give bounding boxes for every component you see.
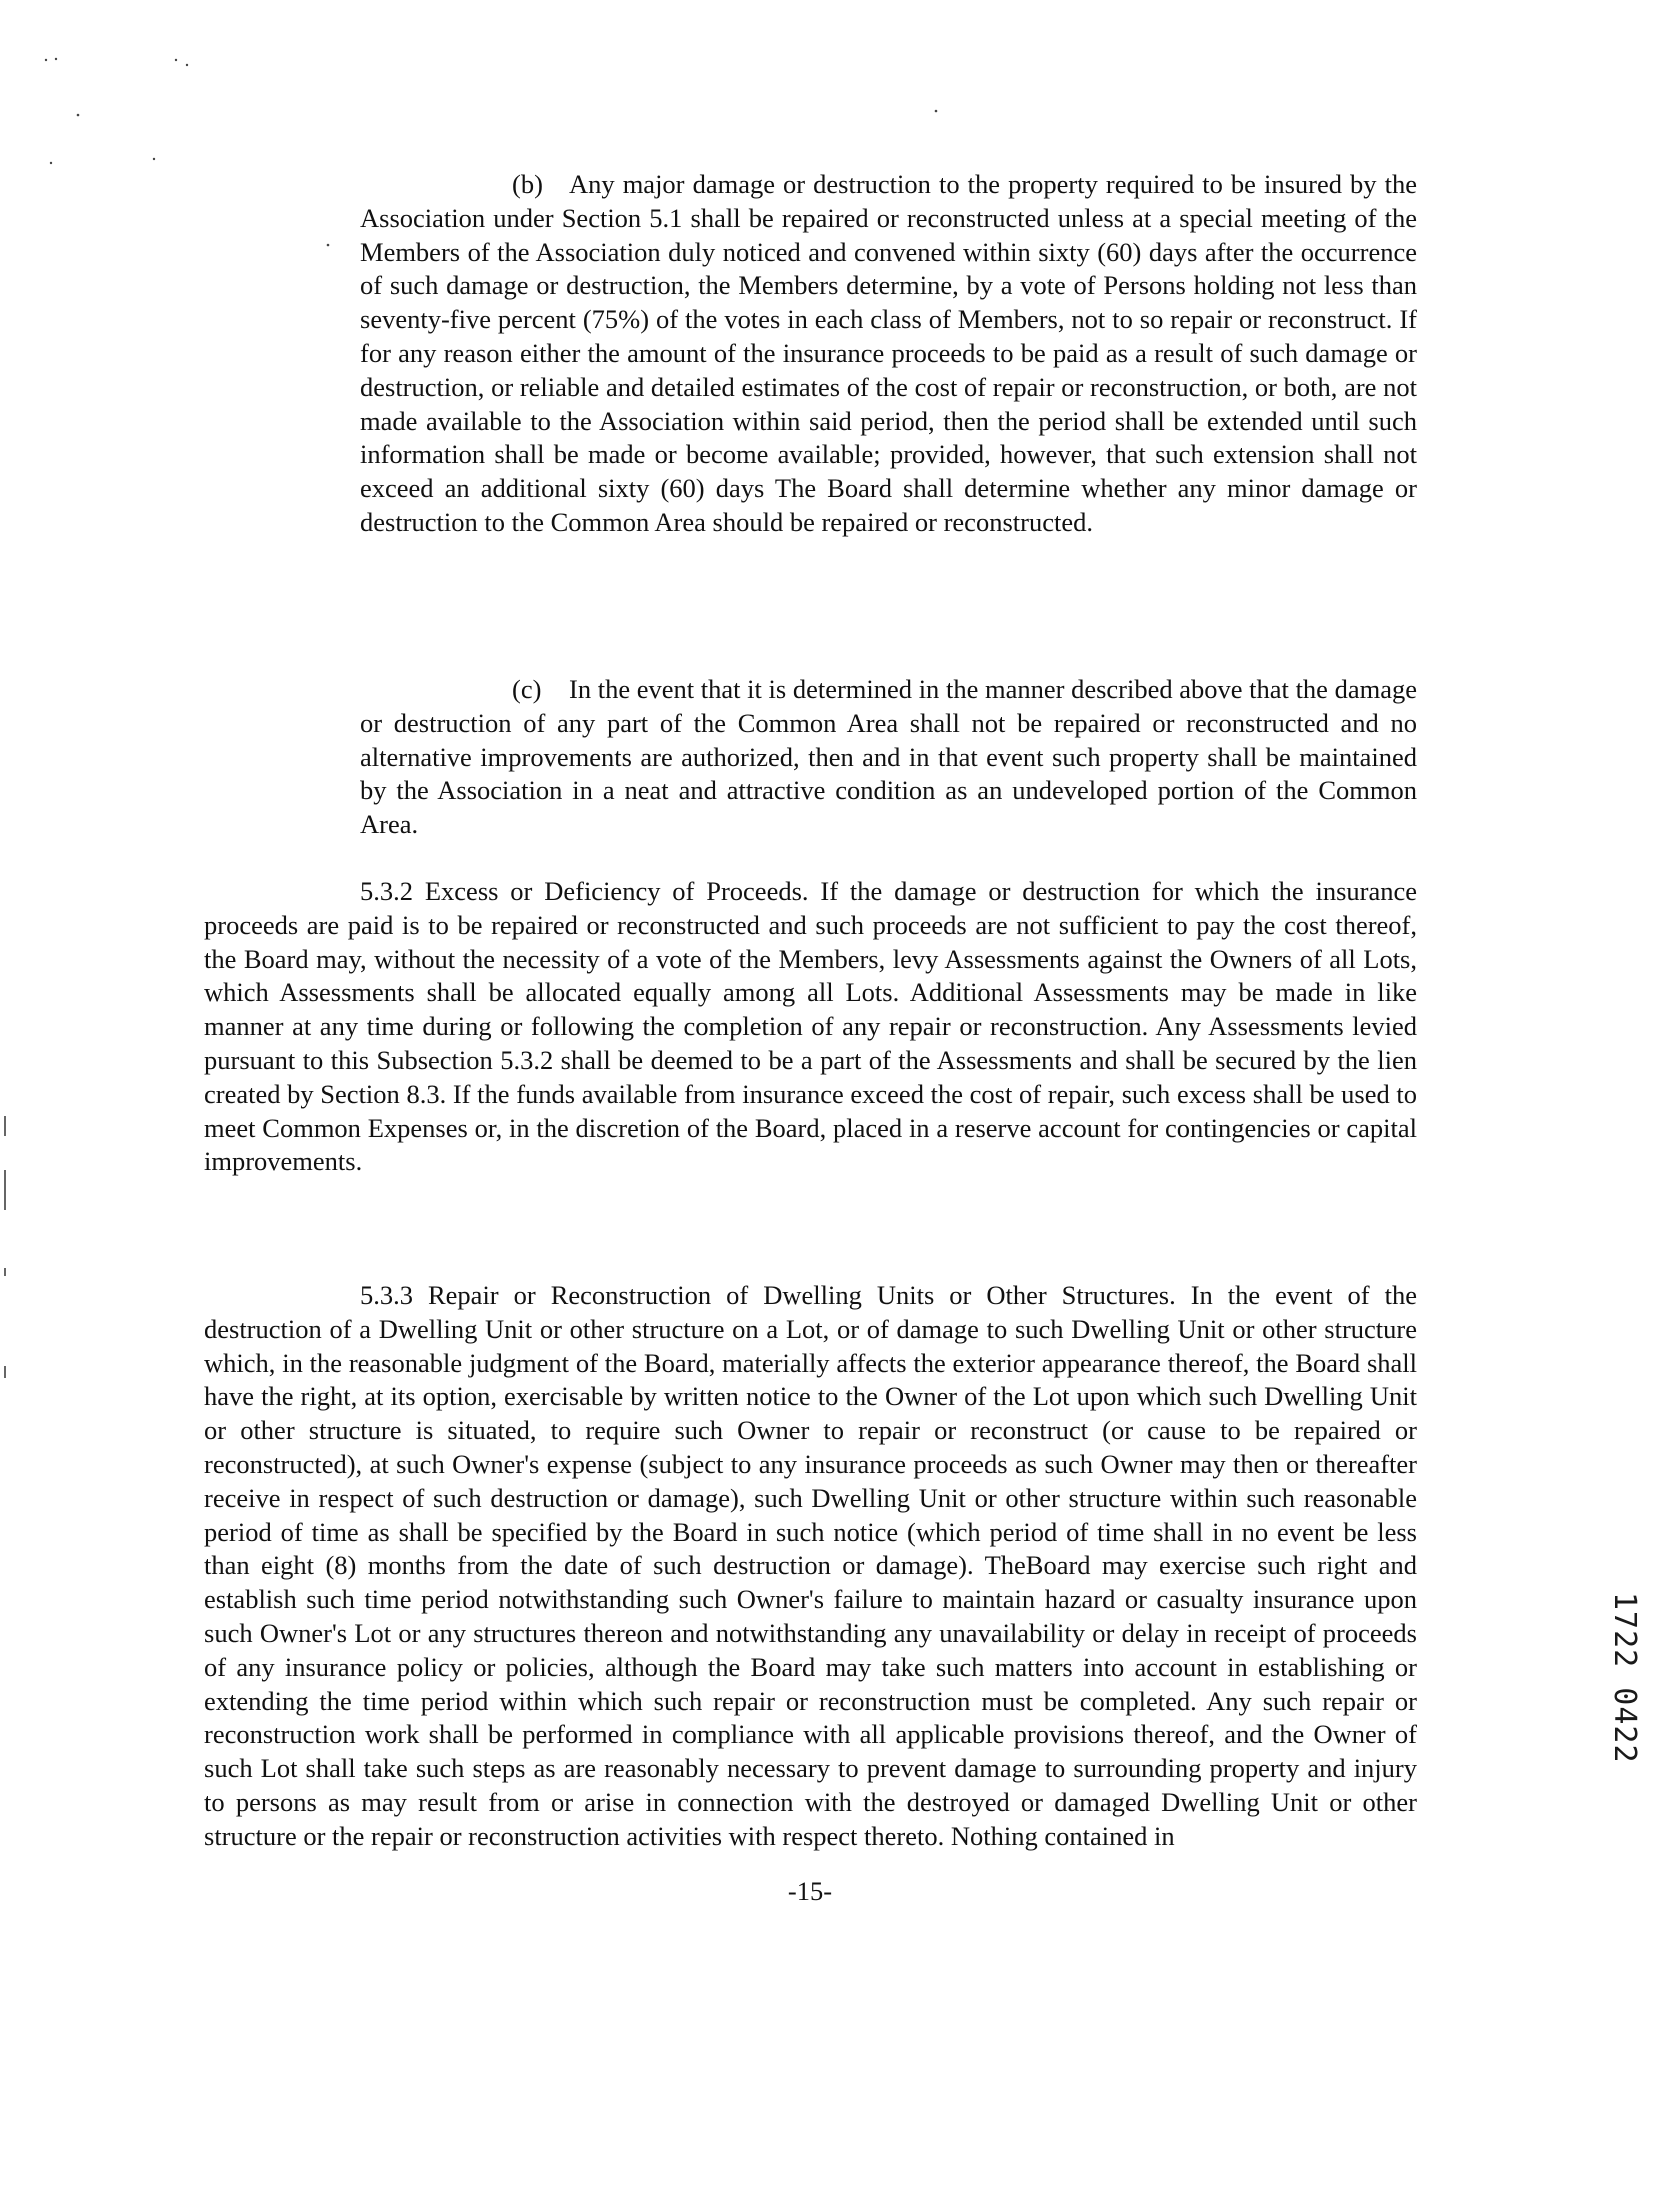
speck <box>186 64 188 66</box>
speck <box>153 158 155 160</box>
speck <box>935 110 938 113</box>
paragraph-5-3-2 <box>204 875 1417 1179</box>
paragraph-label: (c) <box>512 674 542 704</box>
paragraph-text: 5.3.3 Repair or Reconstruction of Dwelling Units or Other Structures. In the event of the destruction of a Dwelling Unit or other structure on a Lot, or of damage to such Dwelling Unit or other structure which, in the reasonable judgment of the Board, materially affects the exterior appearance thereof, the Board shall have the right, at its option, exercisable by written notice to the Owner of the Lot upon which such Dwelling Unit or other structure is situated, to require such Owner to repair or reconstruct (or cause to be repaired or reconstructed), at such Owner's expense (subject to any insurance proceeds as such Owner may then or thereafter receive in respect of such destruction or damage), such Dwelling Unit or other structure within such reasonable period of time as shall be specified by the Board in such notice (which period of time shall in no event be less than eight (8) months from the date of such destruction or damage). TheBoard may exercise such right and establish such time period notwithstanding such Owner's failure to maintain hazard or casualty insurance upon such Owner's Lot or any structures thereon and notwithstanding any unavailability or delay in receipt of proceeds of any insurance policy or policies, although the Board may take such matters into account in establishing or extending the time period within which such repair or reconstruction must be completed. Any such repair or reconstruction work shall be performed in compliance with all applicable provisions thereof, and the Owner of such Lot shall take such steps as are reasonably necessary to prevent damage to surrounding property and injury to persons as may result from or arise in connection with the destroyed or damaged Dwelling Unit or other structure or the repair or reconstruction activities with respect thereto. Nothing contained in <box>204 1280 1417 1851</box>
speck <box>327 244 330 247</box>
paragraph-5-3-3 <box>204 1279 1417 1854</box>
recording-number-stamp: 1722 0422 <box>1607 1592 1642 1764</box>
edge-mark <box>4 1366 6 1378</box>
paragraph-text: 5.3.2 Excess or Deficiency of Proceeds. If the damage or destruction for which the insurance proceeds are paid is to be repaired or reconstructed and such proceeds are not sufficient to pay the cost thereof, the Board may, without the necessity of a vote of the Members, levy Assessments against the Owners of all Lots, which Assessments shall be allocated equally among all Lots. Additional Assessments may be made in like manner at any time during or following the completion of any repair or reconstruction. Any Assessments levied pursuant to this Subsection 5.3.2 shall be deemed to be a part of the Assessments and shall be secured by the lien created by Section 8.3. If the funds available from insurance exceed the cost of repair, such excess shall be used to meet Common Expenses or, in the discretion of the Board, placed in a reserve account for contingencies or capital improvements. <box>204 876 1417 1177</box>
edge-mark <box>4 1268 6 1276</box>
page-number: -15- <box>787 1876 833 1906</box>
speck <box>50 162 52 164</box>
speck <box>175 59 177 61</box>
paragraph-b <box>360 168 1417 540</box>
paragraph-label: (b) <box>512 169 543 199</box>
edge-mark <box>4 1170 6 1210</box>
paragraph-text: In the event that it is determined in the manner described above that the damage or destruction of any part of the Common Area shall not be repaired or reconstructed and no alternative improvements are authorized, then and in that event such property shall be maintained by the Association in a neat and attractive condition as an undeveloped portion of the Common Area. <box>360 674 1417 840</box>
speck <box>45 59 47 61</box>
paragraph-text: Any major damage or destruction to the property required to be insured by the Association under Section 5.1 shall be repaired or reconstructed unless at a special meeting of the Members of the Association duly noticed and convened within sixty (60) days after the occurrence of such damage or destruction, the Members determine, by a vote of Persons holding not less than seventy-five percent (75%) of the votes in each class of Members, not to so repair or reconstruct. If for any reason either the amount of the insurance proceeds to be paid as a result of such damage or destruction, or reliable and detailed estimates of the cost of repair or reconstruction, or both, are not made available to the Association within said period, then the period shall be extended until such information shall be made or become available; provided, however, that such extension shall not exceed an additional sixty (60) days The Board shall determine whether any minor damage or destruction to the Common Area should be repaired or reconstructed. <box>360 169 1417 537</box>
speck <box>55 58 57 60</box>
speck <box>77 114 80 117</box>
edge-mark <box>4 1116 6 1136</box>
paragraph-c <box>360 673 1417 842</box>
